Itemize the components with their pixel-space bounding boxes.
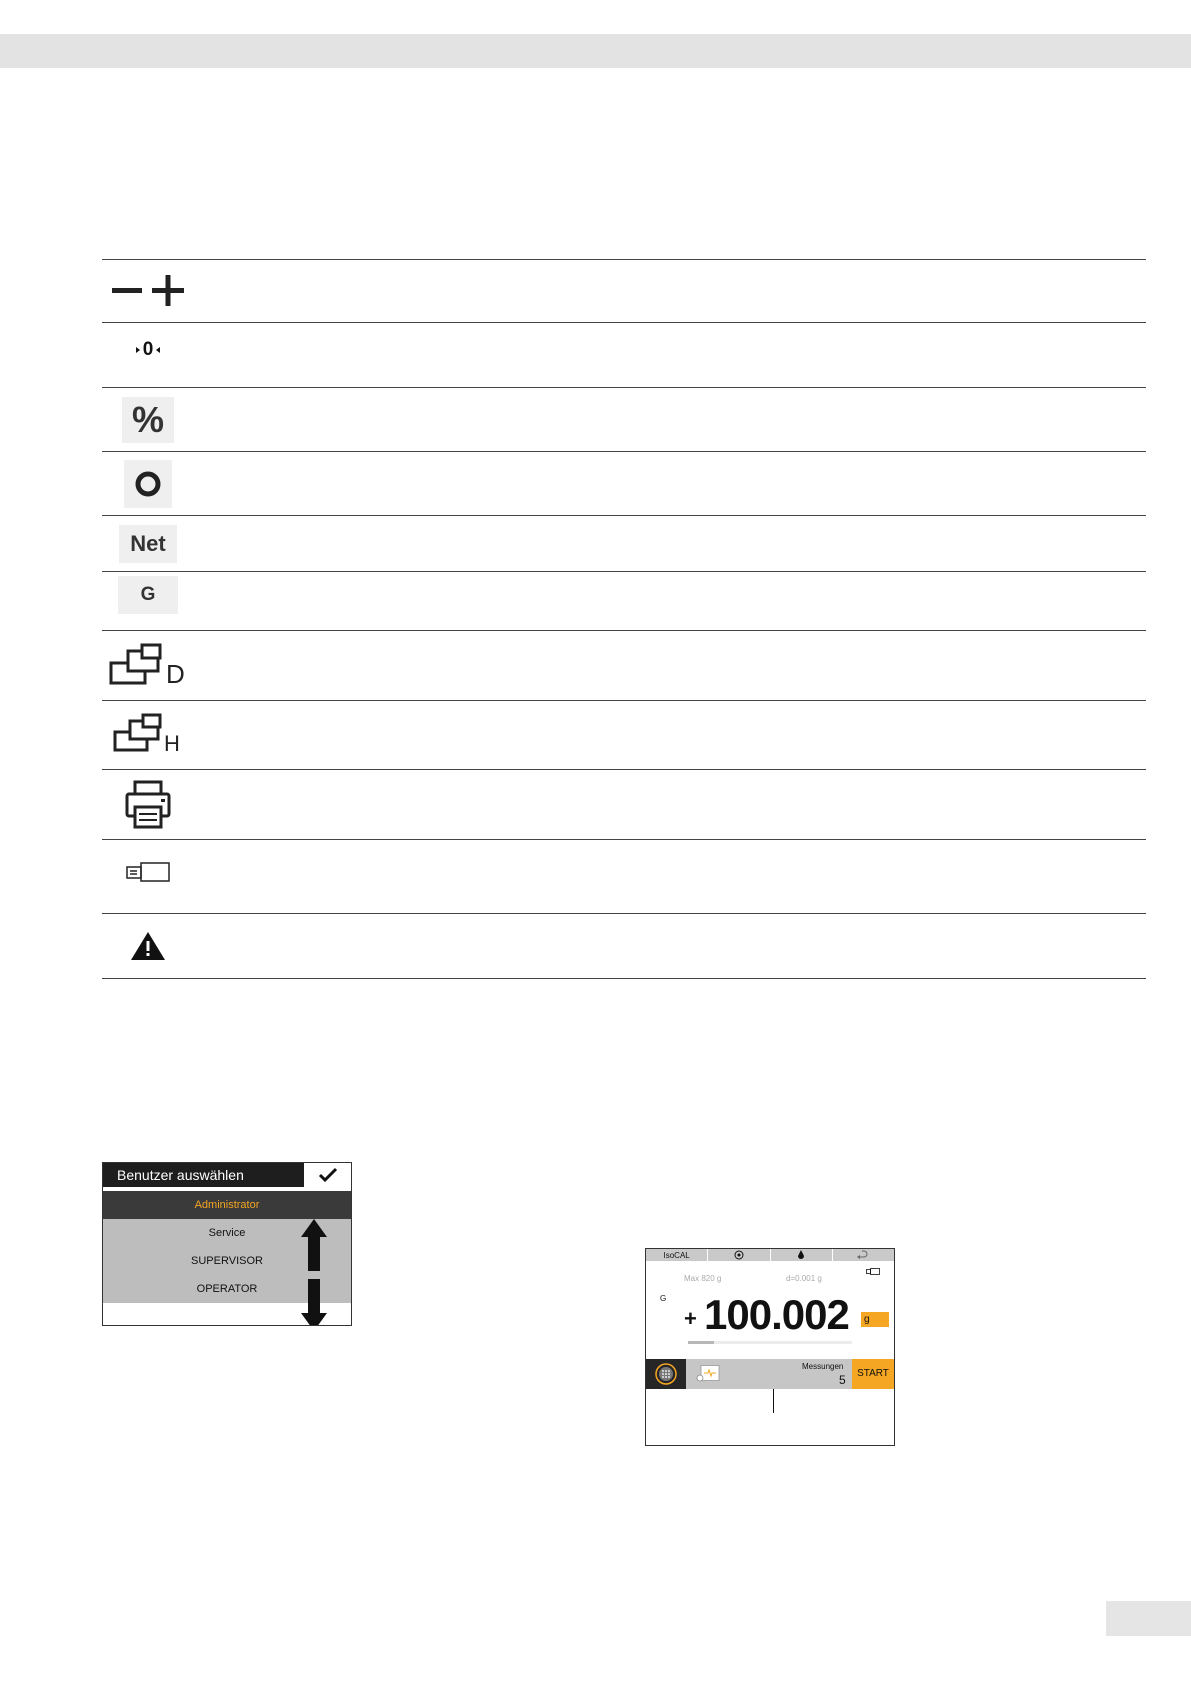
return-icon (856, 1250, 870, 1260)
max-capacity-label: Max 820 g (684, 1274, 722, 1283)
gross-label: G (140, 584, 156, 605)
isocal-label: IsoCAL (663, 1250, 690, 1260)
return-cell[interactable] (833, 1249, 894, 1261)
pc-data-letter: D (166, 659, 185, 689)
capacity-bar (688, 1341, 852, 1344)
gross-indicator: G (660, 1294, 667, 1303)
user-item-operator[interactable]: OPERATOR (196, 1283, 258, 1295)
pc-host-icon (102, 701, 194, 769)
header-band (0, 34, 1191, 68)
capacity-bar-fill (688, 1341, 714, 1344)
user-select-title: Benutzer auswählen (103, 1163, 304, 1187)
usb-stick-icon (102, 840, 194, 913)
user-item-administrator[interactable]: Administrator (103, 1191, 351, 1219)
page-number-box (1106, 1601, 1191, 1636)
weight-sign: + (684, 1306, 697, 1331)
symbol-row-gross (102, 572, 1146, 631)
net-icon-cell (102, 516, 194, 571)
level-cell[interactable] (708, 1249, 770, 1261)
symbol-row-percent (102, 388, 1146, 452)
printer-icon (102, 770, 194, 839)
scroll-arrows-icon[interactable] (299, 1219, 329, 1326)
usb-stick-icon (866, 1268, 880, 1275)
user-list (103, 1191, 351, 1303)
check-icon (318, 1167, 338, 1183)
warning-icon (102, 914, 194, 978)
pc-host-letter: H (164, 731, 180, 756)
unit-button[interactable] (861, 1312, 889, 1327)
scale-status-bar (646, 1249, 894, 1261)
circle-icon (124, 460, 172, 508)
symbol-row-circle (102, 452, 1146, 516)
symbol-row-printer (102, 770, 1146, 840)
start-button[interactable]: START (852, 1359, 894, 1389)
symbol-row-pc-data (102, 631, 1146, 701)
confirm-check-button[interactable] (304, 1163, 351, 1187)
zero-icon (102, 323, 194, 387)
menu-grid-icon (655, 1363, 677, 1385)
symbol-row-pc-host (102, 701, 1146, 770)
zero-label: 0 (142, 339, 154, 360)
humidity-cell[interactable] (771, 1249, 833, 1261)
weight-value: 100.002 (704, 1291, 849, 1338)
user-select-screen (102, 1162, 352, 1326)
symbol-row-net (102, 516, 1146, 572)
scale-display (645, 1248, 895, 1446)
percent-label: % (131, 398, 164, 440)
circle-icon-cell (102, 452, 194, 515)
percent-icon-cell (102, 388, 194, 451)
pc-data-icon (102, 631, 194, 700)
app-menu-button[interactable] (646, 1359, 686, 1389)
symbol-row-zero (102, 323, 1146, 388)
measurements-count: 5 (839, 1373, 846, 1387)
unit-label: g (864, 1314, 870, 1325)
gross-icon-cell (102, 572, 194, 630)
symbol-row-minus-plus (102, 260, 1146, 323)
net-icon (119, 525, 177, 563)
symbol-row-warning (102, 914, 1146, 979)
readability-label: d=0.001 g (786, 1274, 822, 1283)
user-item-service[interactable]: Service (208, 1227, 246, 1239)
minus-plus-icon (102, 260, 194, 322)
application-icon[interactable] (696, 1365, 720, 1382)
scale-action-bar (646, 1359, 894, 1389)
net-label: Net (130, 530, 166, 556)
user-item-supervisor[interactable]: SUPERVISOR (191, 1255, 263, 1267)
gross-icon (118, 576, 178, 614)
percent-icon (122, 397, 174, 443)
drop-icon (797, 1250, 805, 1260)
isocal-cell[interactable] (646, 1249, 708, 1261)
level-icon (734, 1250, 744, 1260)
measurements-label: Messungen (802, 1362, 844, 1371)
symbol-table (102, 259, 1146, 979)
symbol-row-usb (102, 840, 1146, 914)
callout-line (773, 1389, 774, 1413)
